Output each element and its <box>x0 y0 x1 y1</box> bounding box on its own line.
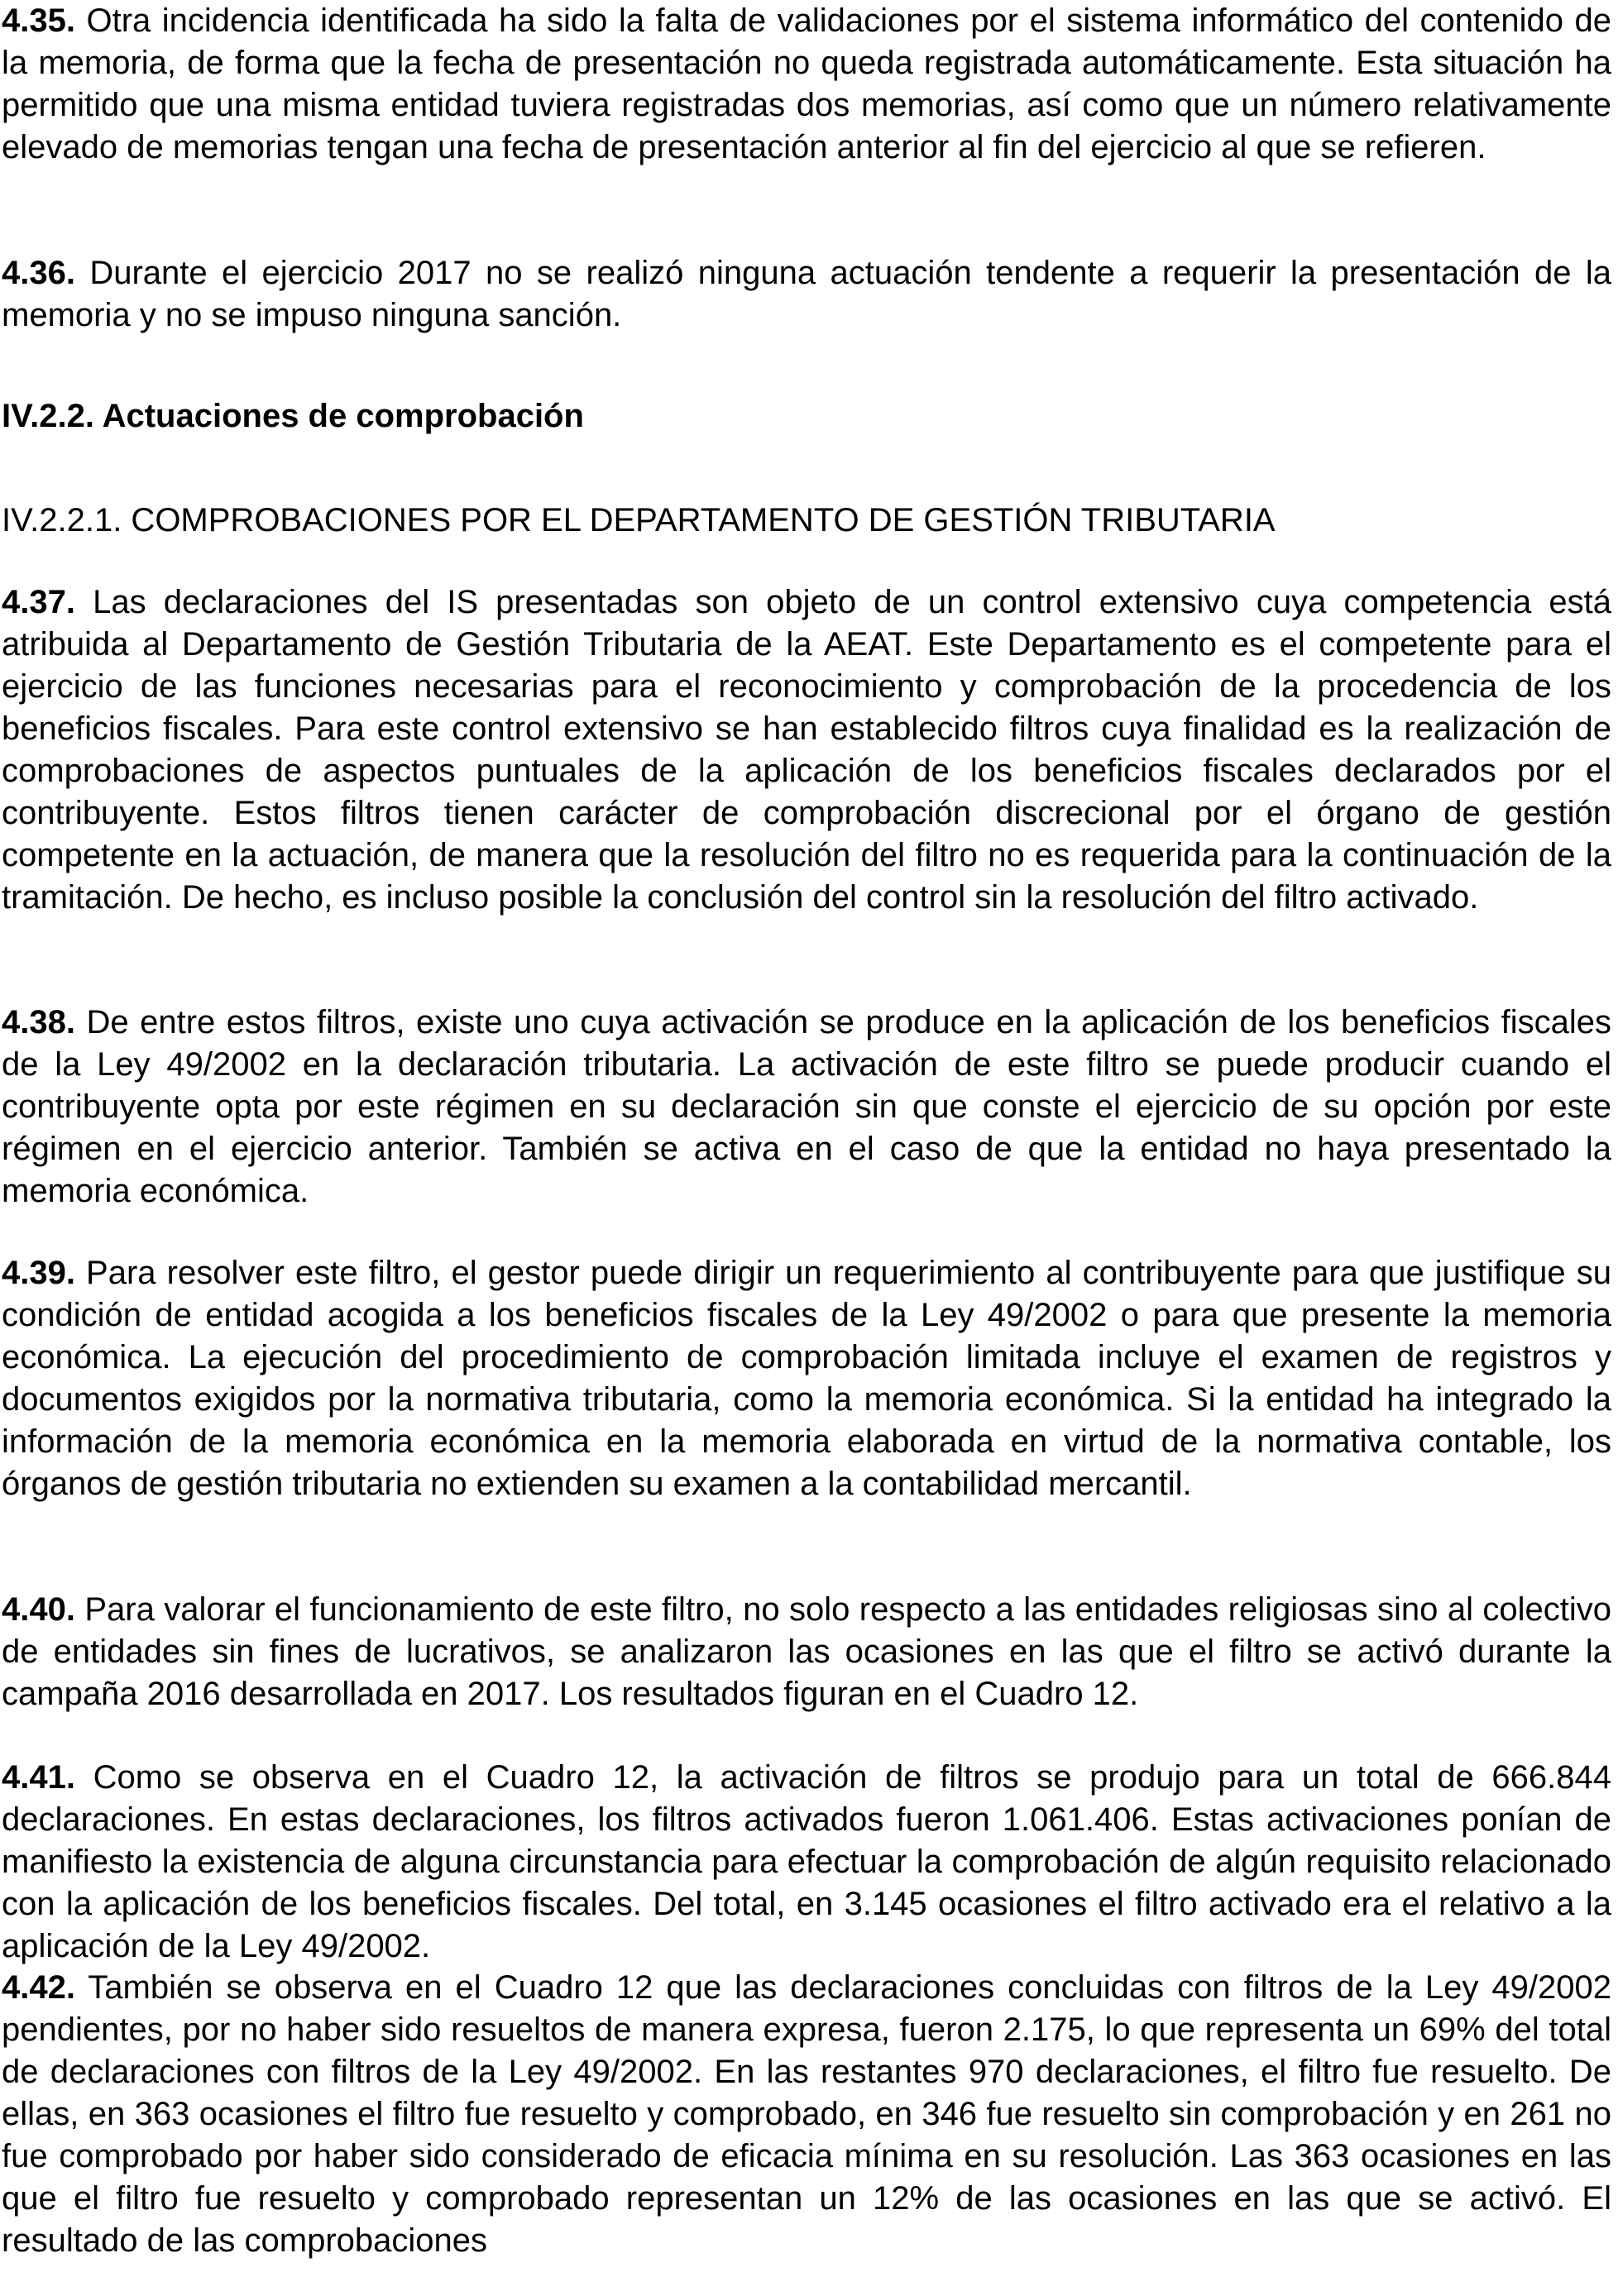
paragraph-number: 4.36. <box>2 255 75 291</box>
section-heading <box>2 395 1611 438</box>
paragraph-4-36 <box>2 252 1611 337</box>
paragraph-text: Como se observa en el Cuadro 12, la activación de filtros se produjo para un total de 666.844 declaraciones. En estas declaraciones, los filtros activados fueron 1.061.406. Estas activaciones ponían de manifiesto la existencia de alguna circunstancia para efectuar la comprobación de algún requisito relacionado con la aplicación de los beneficios fiscales. Del total, en 3.145 ocasiones el filtro activado era el relativo a la aplicación de la Ley 49/2002. <box>2 1759 1611 1964</box>
paragraph-text: También se observa en el Cuadro 12 que las declaraciones concluidas con filtros de la Ley 49/2002 pendientes, por no haber sido resueltos de manera expresa, fueron 2.175, lo que representa un 69% del total de declaraciones con filtros de la Ley 49/2002. En las restantes 970 declaraciones, el filtro fue resuelto. De ellas, en 363 ocasiones el filtro fue resuelto y comprobado, en 346 fue resuelto sin comprobación y en 261 no fue comprobado por haber sido considerado de eficacia mínima en su resolución. Las 363 ocasiones en las que el filtro fue resuelto y comprobado representan un 12% de las ocasiones en las que se activó. El resultado de las comprobaciones <box>2 1969 1611 2259</box>
subsection-heading <box>2 500 1611 542</box>
paragraph-number: 4.42. <box>2 1969 75 2006</box>
paragraph-4-38 <box>2 1002 1611 1213</box>
paragraph-number: 4.35. <box>2 2 75 39</box>
section-title: IV.2.2. Actuaciones de comprobación <box>2 398 584 434</box>
paragraph-4-35 <box>2 0 1611 169</box>
paragraph-4-42 <box>2 1967 1611 2262</box>
paragraph-text: Para valorar el funcionamiento de este filtro, no solo respecto a las entidades religiosas sino al colectivo de entidades sin fines de lucrativos, se analizaron las ocasiones en las que el filtro se activó durante la campaña 2016 desarrollada en 2017. Los resultados figuran en el Cuadro 12. <box>2 1591 1611 1712</box>
paragraph-text: De entre estos filtros, existe uno cuya activación se produce en la aplicación de los beneficios fiscales de la Ley 49/2002 en la declaración tributaria. La activación de este filtro se puede producir cuando el contribuyente opta por este régimen en su declaración sin que conste el ejercicio de su opción por este régimen en el ejercicio anterior. También se activa en el caso de que la entidad no haya presentado la memoria económica. <box>2 1004 1611 1209</box>
paragraph-number: 4.38. <box>2 1004 75 1040</box>
paragraph-number: 4.37. <box>2 584 75 620</box>
paragraph-number: 4.39. <box>2 1255 75 1291</box>
paragraph-4-41 <box>2 1757 1611 1968</box>
paragraph-number: 4.40. <box>2 1591 75 1628</box>
paragraph-4-40 <box>2 1589 1611 1715</box>
subsection-title: IV.2.2.1. COMPROBACIONES POR EL DEPARTAMENTO DE GESTIÓN TRIBUTARIA <box>2 502 1276 538</box>
paragraph-text: Para resolver este filtro, el gestor puede dirigir un requerimiento al contribuyente para que justifique su condición de entidad acogida a los beneficios fiscales de la Ley 49/2002 o para que presente la memoria económica. La ejecución del procedimiento de comprobación limitada incluye el examen de registros y documentos exigidos por la normativa tributaria, como la memoria económica. Si la entidad ha integrado la información de la memoria económica en la memoria elaborada en virtud de la normativa contable, los órganos de gestión tributaria no extienden su examen a la contabilidad mercantil. <box>2 1255 1611 1502</box>
paragraph-text: Las declaraciones del IS presentadas son objeto de un control extensivo cuya competencia está atribuida al Departamento de Gestión Tributaria de la AEAT. Este Departamento es el competente para el ejercicio de las funciones necesarias para el reconocimiento y comprobación de la procedencia de los beneficios fiscales. Para este control extensivo se han establecido filtros cuya finalidad es la realización de comprobaciones de aspectos puntuales de la aplicación de los beneficios fiscales declarados por el contribuyente. Estos filtros tienen carácter de comprobación discrecional por el órgano de gestión competente en la actuación, de manera que la resolución del filtro no es requerida para la continuación de la tramitación. De hecho, es incluso posible la conclusión del control sin la resolución del filtro activado. <box>2 584 1611 916</box>
paragraph-4-39 <box>2 1252 1611 1505</box>
paragraph-text: Otra incidencia identificada ha sido la falta de validaciones por el sistema informático del contenido de la memoria, de forma que la fecha de presentación no queda registrada automáticamente. Esta situación ha permitido que una misma entidad tuviera registradas dos memorias, así como que un número relativamente elevado de memorias tengan una fecha de presentación anterior al fin del ejercicio al que se refieren. <box>2 2 1611 165</box>
paragraph-4-37 <box>2 581 1611 919</box>
paragraph-number: 4.41. <box>2 1759 75 1796</box>
paragraph-text: Durante el ejercicio 2017 no se realizó ninguna actuación tendente a requerir la presentación de la memoria y no se impuso ninguna sanción. <box>2 255 1611 333</box>
